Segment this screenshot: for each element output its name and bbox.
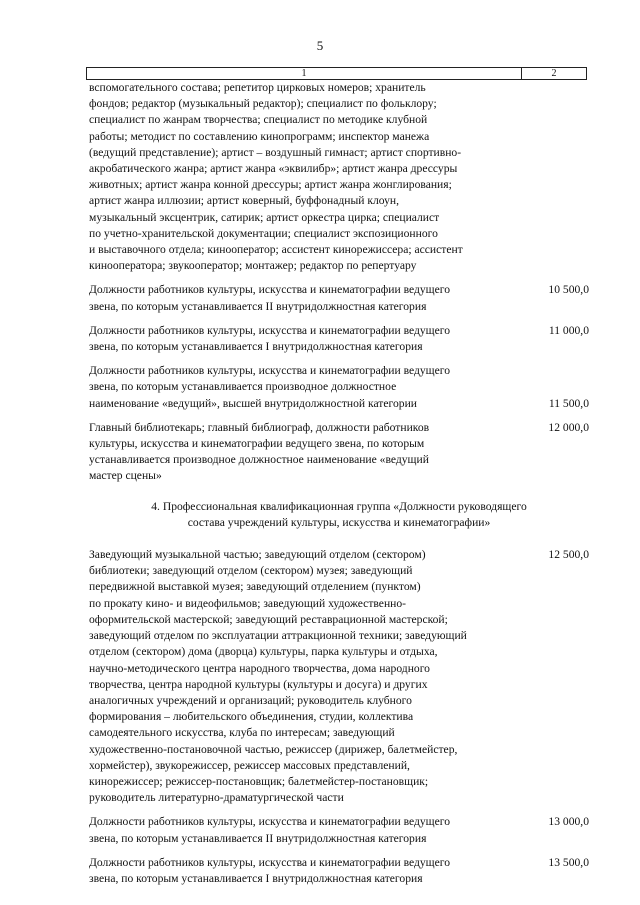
text-line: фондов; редактор (музыкальный редактор); специалист по фольклору; — [89, 97, 437, 111]
text-line: звена, по которым устанавливается II внутридолжностная категория — [89, 299, 427, 313]
text-line: библиотеки; заведующий отделом (сектором) музея; заведующий — [89, 564, 413, 578]
table-header-col1: 1 — [87, 68, 522, 79]
text-line: культуры, искусства и кинематографии ведущего звена, по которым — [89, 437, 425, 451]
section-title — [89, 499, 589, 531]
text-line: кинорежиссер; режиссер-постановщик; балетмейстер-постановщик; — [89, 774, 429, 788]
text-line: хормейстер), звукорежиссер, режиссер массовых представлений, — [89, 758, 410, 772]
text-line: работы; методист по составлению кинопрограмм; инспектор манежа — [89, 129, 430, 143]
text-line: научно-методического центра народного творчества, дома народного — [89, 661, 430, 675]
text-line: Должности работников культуры, искусства и кинематографии ведущего — [89, 364, 451, 378]
position-description — [89, 323, 519, 355]
salary-table — [89, 80, 589, 887]
table-row — [89, 855, 589, 887]
section-title-line: 4. Профессиональная квалификационная группа «Должности руководящего — [151, 499, 527, 513]
text-line: Должности работников культуры, искусства и кинематографии ведущего — [89, 855, 451, 869]
table-header-col2: 2 — [551, 68, 557, 79]
text-line: самодеятельного искусства, клуба по интересам; заведующий — [89, 726, 395, 740]
text-line: мастер сцены» — [89, 469, 162, 483]
position-description — [89, 282, 519, 314]
page-number: 5 — [316, 38, 324, 53]
table-row — [89, 80, 589, 274]
salary-value: 13 500,0 — [548, 855, 589, 869]
salary-value: 10 500,0 — [548, 283, 589, 297]
text-line: отделом (сектором) дома (дворца) культуры, парка культуры и отдыха, — [89, 645, 438, 659]
text-line: звена, по которым устанавливается I внутридолжностная категория — [89, 340, 423, 354]
text-line: звена, по которым устанавливается производное должностное — [89, 380, 397, 394]
salary-value: 11 000,0 — [548, 323, 589, 337]
position-description — [89, 363, 519, 412]
text-line: Должности работников культуры, искусства и кинематографии ведущего — [89, 283, 451, 297]
text-line: (ведущий представление); артист – воздушный гимнаст; артист спортивно- — [89, 145, 462, 159]
table-row — [89, 363, 589, 412]
text-line: творчества, центра народной культуры (культуры и досуга) и других — [89, 677, 428, 691]
text-line: оформительской мастерской; заведующий реставрационной мастерской; — [89, 612, 448, 626]
salary-value: 12 500,0 — [548, 548, 589, 562]
position-description — [89, 814, 519, 846]
text-line: специалист по жанрам творчества; специалист по методике клубной — [89, 113, 428, 127]
position-description — [89, 420, 519, 485]
text-line: наименование «ведущий», высшей внутридолжностной категории — [89, 396, 417, 410]
text-line: формирования – любительского объединения, студии, коллектива — [89, 710, 414, 724]
text-line: Должности работников культуры, искусства и кинематографии ведущего — [89, 323, 451, 337]
salary-value: 13 000,0 — [548, 815, 589, 829]
salary-value: 11 500,0 — [548, 396, 589, 410]
text-line: аналогичных учреждений и организаций; руководитель клубного — [89, 693, 412, 707]
position-description — [89, 80, 519, 274]
text-line: животных; артист жанра конной дрессуры; артист жанра жонглирования; — [89, 178, 452, 192]
text-line: Заведующий музыкальной частью; заведующий отделом (сектором) — [89, 548, 426, 562]
text-line: заведующий отделом по эксплуатации аттракционной техники; заведующий — [89, 629, 467, 643]
text-line: по прокату кино- и видеофильмов; заведующий художественно- — [89, 596, 407, 610]
table-row — [89, 547, 589, 806]
text-line: по учетно-хранительской документации; специалист экспозиционного — [89, 226, 438, 240]
salary-value: 12 000,0 — [548, 420, 589, 434]
table-header — [86, 67, 587, 80]
text-line: вспомогательного состава; репетитор цирковых номеров; хранитель — [89, 81, 426, 94]
text-line: художественно-постановочной частью, режиссер (дирижер, балетмейстер, — [89, 742, 458, 756]
text-line: артист жанра иллюзии; артист коверный, буффонадный клоун, — [89, 194, 400, 208]
text-line: музыкальный эксцентрик, сатирик; артист оркестра цирка; специалист — [89, 210, 440, 224]
table-row — [89, 323, 589, 355]
text-line: передвижной выставкой музея; заведующий отделением (пунктом) — [89, 580, 421, 594]
position-description — [89, 855, 519, 887]
text-line: руководитель литературно-драматургической части — [89, 791, 344, 805]
table-row — [89, 282, 589, 314]
table-row — [89, 814, 589, 846]
table-row — [89, 420, 589, 485]
text-line: и выставочного отдела; кинооператор; ассистент кинорежиссера; ассистент — [89, 243, 463, 257]
text-line: Главный библиотекарь; главный библиограф, должности работников — [89, 420, 430, 434]
text-line: звена, по которым устанавливается II внутридолжностная категория — [89, 831, 427, 845]
section-title-line: состава учреждений культуры, искусства и кинематографии» — [187, 515, 491, 529]
position-description — [89, 547, 519, 806]
text-line: акробатического жанра; артист жанра «эквилибр»; артист жанра дрессуры — [89, 162, 458, 176]
text-line: устанавливается производное должностное наименование «ведущий — [89, 453, 429, 467]
text-line: Должности работников культуры, искусства и кинематографии ведущего — [89, 815, 451, 829]
text-line: звена, по которым устанавливается I внутридолжностная категория — [89, 871, 423, 885]
text-line: кинооператора; звукооператор; монтажер; редактор по репертуару — [89, 259, 417, 273]
